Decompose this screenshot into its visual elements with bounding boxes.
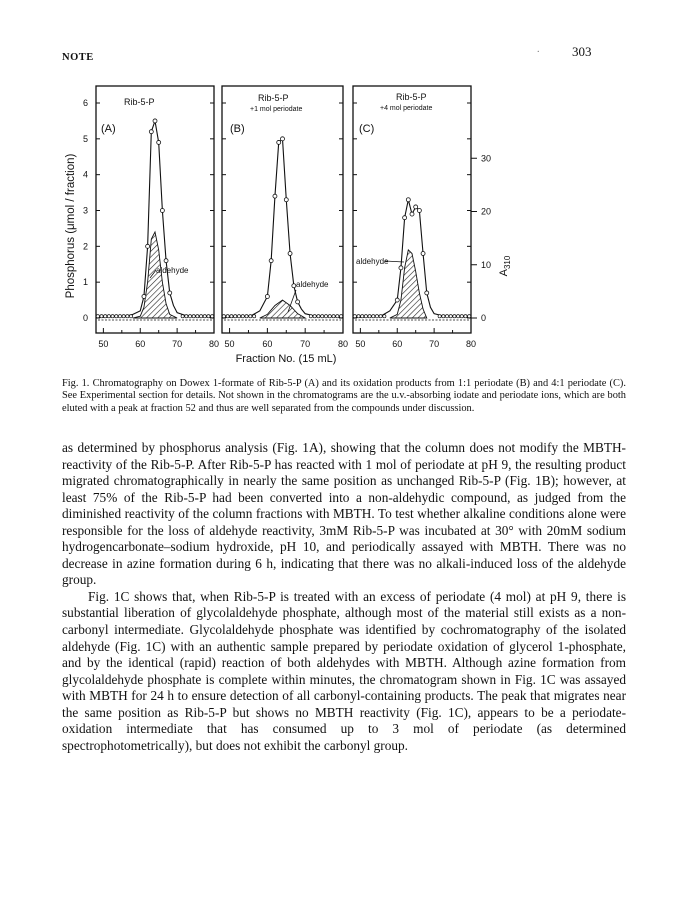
panel-c-aldehyde-label: aldehyde — [356, 257, 389, 266]
panel-a-point — [122, 315, 125, 318]
panel-a-xtick-label: 70 — [172, 339, 183, 349]
figure-caption — [62, 378, 626, 415]
panel-c-title: Rib-5-P — [396, 92, 427, 102]
panel-b-point — [277, 140, 281, 144]
panel-b-point — [273, 194, 277, 198]
panel-a-point — [168, 291, 172, 295]
panel-b-point — [230, 315, 233, 318]
panel-c-point — [406, 198, 410, 202]
y-tick-label: 6 — [82, 98, 88, 108]
panel-b-point — [328, 315, 331, 318]
panel-b-xtick-label: 70 — [300, 339, 311, 349]
y2-tick-label: 20 — [481, 206, 492, 217]
panel-c-point — [445, 315, 448, 318]
panel-b-xtick-label: 80 — [337, 339, 349, 349]
panel-c-point — [379, 315, 382, 318]
panel-c-point — [442, 315, 445, 318]
panel-a-aldehyde-label: aldehyde — [156, 266, 189, 275]
panel-b-point — [317, 315, 320, 318]
panel-b-subtitle: +1 mol periodate — [250, 106, 303, 113]
panel-a-point — [207, 315, 210, 318]
panel-b-point — [340, 315, 343, 318]
panel-c-point — [421, 252, 425, 256]
panel-a-point — [126, 315, 129, 318]
y-axis-label: Phosphorus (μmol / fraction) — [65, 153, 77, 299]
panel-c-point — [383, 315, 386, 318]
panel-c-point — [468, 315, 471, 318]
panel-a-point — [146, 244, 150, 248]
panel-a-point — [104, 315, 107, 318]
panel-b-point — [253, 315, 256, 318]
panel-a-point — [196, 315, 199, 318]
panel-a-point — [181, 315, 184, 318]
panel-c-point — [364, 315, 367, 318]
panel-a-point — [211, 315, 214, 318]
panel-b-point — [226, 315, 229, 318]
panel-b-point — [296, 300, 300, 304]
panel-c-point — [361, 315, 364, 318]
panel-b-phosphorus-line — [222, 139, 343, 317]
panel-b-point — [269, 259, 273, 263]
running-header: NOTE — [62, 52, 94, 63]
panel-a-point — [111, 315, 114, 318]
panel-a-point — [115, 315, 118, 318]
y-tick-label: 1 — [82, 277, 88, 288]
panel-a-point — [129, 315, 132, 318]
paragraph-1: as determined by phosphorus analysis (Fig. 1A), showing that the column does not modify the MBTH-reactivity of the Rib-5-P. After Rib-5-P has reacted with 1 mol of periodate at pH 9, the resulting product migrated chromatographically in nearly the same position as unchanged Rib-5-P (Fig. 1B); however, at least 75% of the Rib-5-P had been converted into a non-aldehydic compound, as judged from the diminished reactivity of the column fractions with MBTH. To test whether alkaline conditions alone were responsible for the loss of aldehyde reactivity, 3mM Rib-5-P was incubated at 30° with 20mM sodium hydrogencarbonate–sodium hydroxide, pH 10, and periodically assayed with MBTH. There was no decrease in azine formation during 6 h, indicating that there was no alkali-induced loss of the aldehyde group. — [62, 440, 626, 588]
panel-c-point — [456, 315, 459, 318]
panel-c-point — [399, 266, 403, 270]
panel-b-point — [237, 315, 240, 318]
y-tick-label: 4 — [82, 169, 88, 180]
panel-b-point — [245, 315, 248, 318]
panel-c-point — [372, 315, 375, 318]
panel-c-point — [353, 315, 356, 318]
panel-b-point — [336, 315, 339, 318]
y-tick-label: 5 — [82, 133, 88, 144]
page-number: 303 — [572, 44, 592, 59]
panel-c-point — [438, 315, 441, 318]
panel-a-point — [100, 315, 103, 318]
panel-a-point — [160, 209, 164, 213]
x-axis-label: Fraction No. (15 mL) — [235, 353, 337, 365]
panel-c-aldehyde-area — [390, 250, 427, 318]
panel-b-point — [332, 315, 335, 318]
panel-c-xtick-label: 80 — [465, 339, 477, 349]
y-tick-label: 2 — [82, 241, 88, 252]
panel-c-point — [417, 209, 421, 213]
panel-c-xtick-label: 60 — [392, 339, 403, 349]
panel-c-point — [460, 315, 463, 318]
panel-c-point — [410, 212, 414, 216]
panel-b-xtick-label: 60 — [262, 339, 273, 349]
panel-a-point — [153, 119, 157, 123]
panel-b-point — [313, 315, 316, 318]
y-tick-label: 3 — [82, 205, 88, 216]
panel-c-point — [464, 315, 467, 318]
panel-b-point — [241, 315, 244, 318]
panel-a-point — [199, 315, 202, 318]
y2-tick-label: 10 — [481, 259, 492, 270]
panel-c-point — [425, 291, 429, 295]
y2-axis-label-a: A — [498, 269, 510, 277]
panel-c-point — [453, 315, 456, 318]
panel-c-xtick-label: 70 — [429, 339, 440, 349]
panel-b-aldehyde-label: aldehyde — [296, 280, 329, 289]
panel-c-point — [414, 205, 418, 209]
panel-a-point — [164, 259, 168, 263]
panel-a-point — [107, 315, 110, 318]
panel-b-point — [234, 315, 237, 318]
panel-c-subtitle: +4 mol periodate — [380, 105, 433, 112]
panel-c-point — [375, 315, 378, 318]
panel-a-point — [185, 315, 188, 318]
panel-b-point — [324, 315, 327, 318]
panel-a-point — [203, 315, 206, 318]
figure-1-chart — [0, 0, 676, 372]
panel-a-point — [188, 315, 191, 318]
panel-a-xtick-label: 60 — [135, 339, 146, 349]
panel-b-xtick-label: 50 — [224, 339, 235, 349]
panel-c-point — [395, 298, 399, 302]
panel-a-aldehyde-area — [133, 232, 177, 318]
panel-a-point — [96, 315, 99, 318]
caption-text: Fig. 1. Chromatography on Dowex 1-formate of Rib-5-P (A) and its oxidation products from 1:1 periodate (B) and 4:1 periodate (C). See Experimental section for details. Not shown in the chromatograms are the u.v.-absorbing iodate and periodate ions, which are both eluted with a peak at fraction 52 and thus are well separated from the compounds under discussion. — [62, 378, 626, 414]
panel-b-point — [309, 315, 312, 318]
panel-a-xtick-label: 80 — [208, 339, 220, 349]
paragraph-2: Fig. 1C shows that, when Rib-5-P is treated with an excess of periodate (4 mol) at pH 9, there is substantial liberation of glycolaldehyde phosphate, although most of the material still exists as a non-carbonyl intermediate. Glycolaldehyde phosphate was identified by cochromatography of the isolated aldehyde (Fig. 1C) with an authentic sample prepared by periodate oxidation of glycerol 1-phosphate, and by the identical (rapid) reaction of both aldehydes with MBTH. Although azine formation from glycolaldehyde phosphate is complete within minutes, the chromatogram shown in Fig. 1C was assayed with MBTH for 24 h to ensure detection of all carbonyl-containing products. The peak that migrates near the same position as Rib-5-P but shows no MBTH reactivity (Fig. 1C), appears to be a periodate-oxidation intermediate that has consumed up to 3 mol of periodate (as determined spectrophotometrically), but does not exhibit the carbonyl group. — [62, 588, 626, 753]
y-tick-label: 0 — [82, 313, 88, 323]
panel-c-xtick-label: 50 — [355, 339, 366, 349]
panel-a-letter: (A) — [101, 123, 116, 135]
panel-c-point — [449, 315, 452, 318]
panel-a-xtick-label: 50 — [98, 339, 109, 349]
y2-tick-label: 0 — [481, 313, 487, 323]
panel-b-point — [288, 252, 292, 256]
panel-b-letter: (B) — [230, 123, 245, 135]
y2-axis-label — [498, 255, 512, 276]
panel-b-point — [222, 315, 225, 318]
panel-b-point — [265, 295, 269, 299]
panel-c-point — [357, 315, 360, 318]
panel-b-point — [281, 137, 285, 141]
margin-mark: . — [537, 44, 540, 55]
panel-a-point — [118, 315, 121, 318]
panel-a-point — [192, 315, 195, 318]
panel-a-point — [157, 140, 161, 144]
panel-c-point — [368, 315, 371, 318]
panel-b-title: Rib-5-P — [258, 93, 289, 103]
panel-a-title: Rib-5-P — [124, 97, 155, 107]
panel-c-point — [403, 216, 407, 220]
panel-a-point — [149, 130, 153, 134]
y2-tick-label: 30 — [481, 153, 492, 164]
panel-c-letter: (C) — [359, 123, 375, 135]
panel-a-point — [142, 295, 146, 299]
panel-b-point — [321, 315, 324, 318]
body-text — [62, 440, 626, 754]
panel-b-point — [284, 198, 288, 202]
panel-b-point — [249, 315, 252, 318]
y2-axis-label-sub: 310 — [503, 255, 512, 270]
